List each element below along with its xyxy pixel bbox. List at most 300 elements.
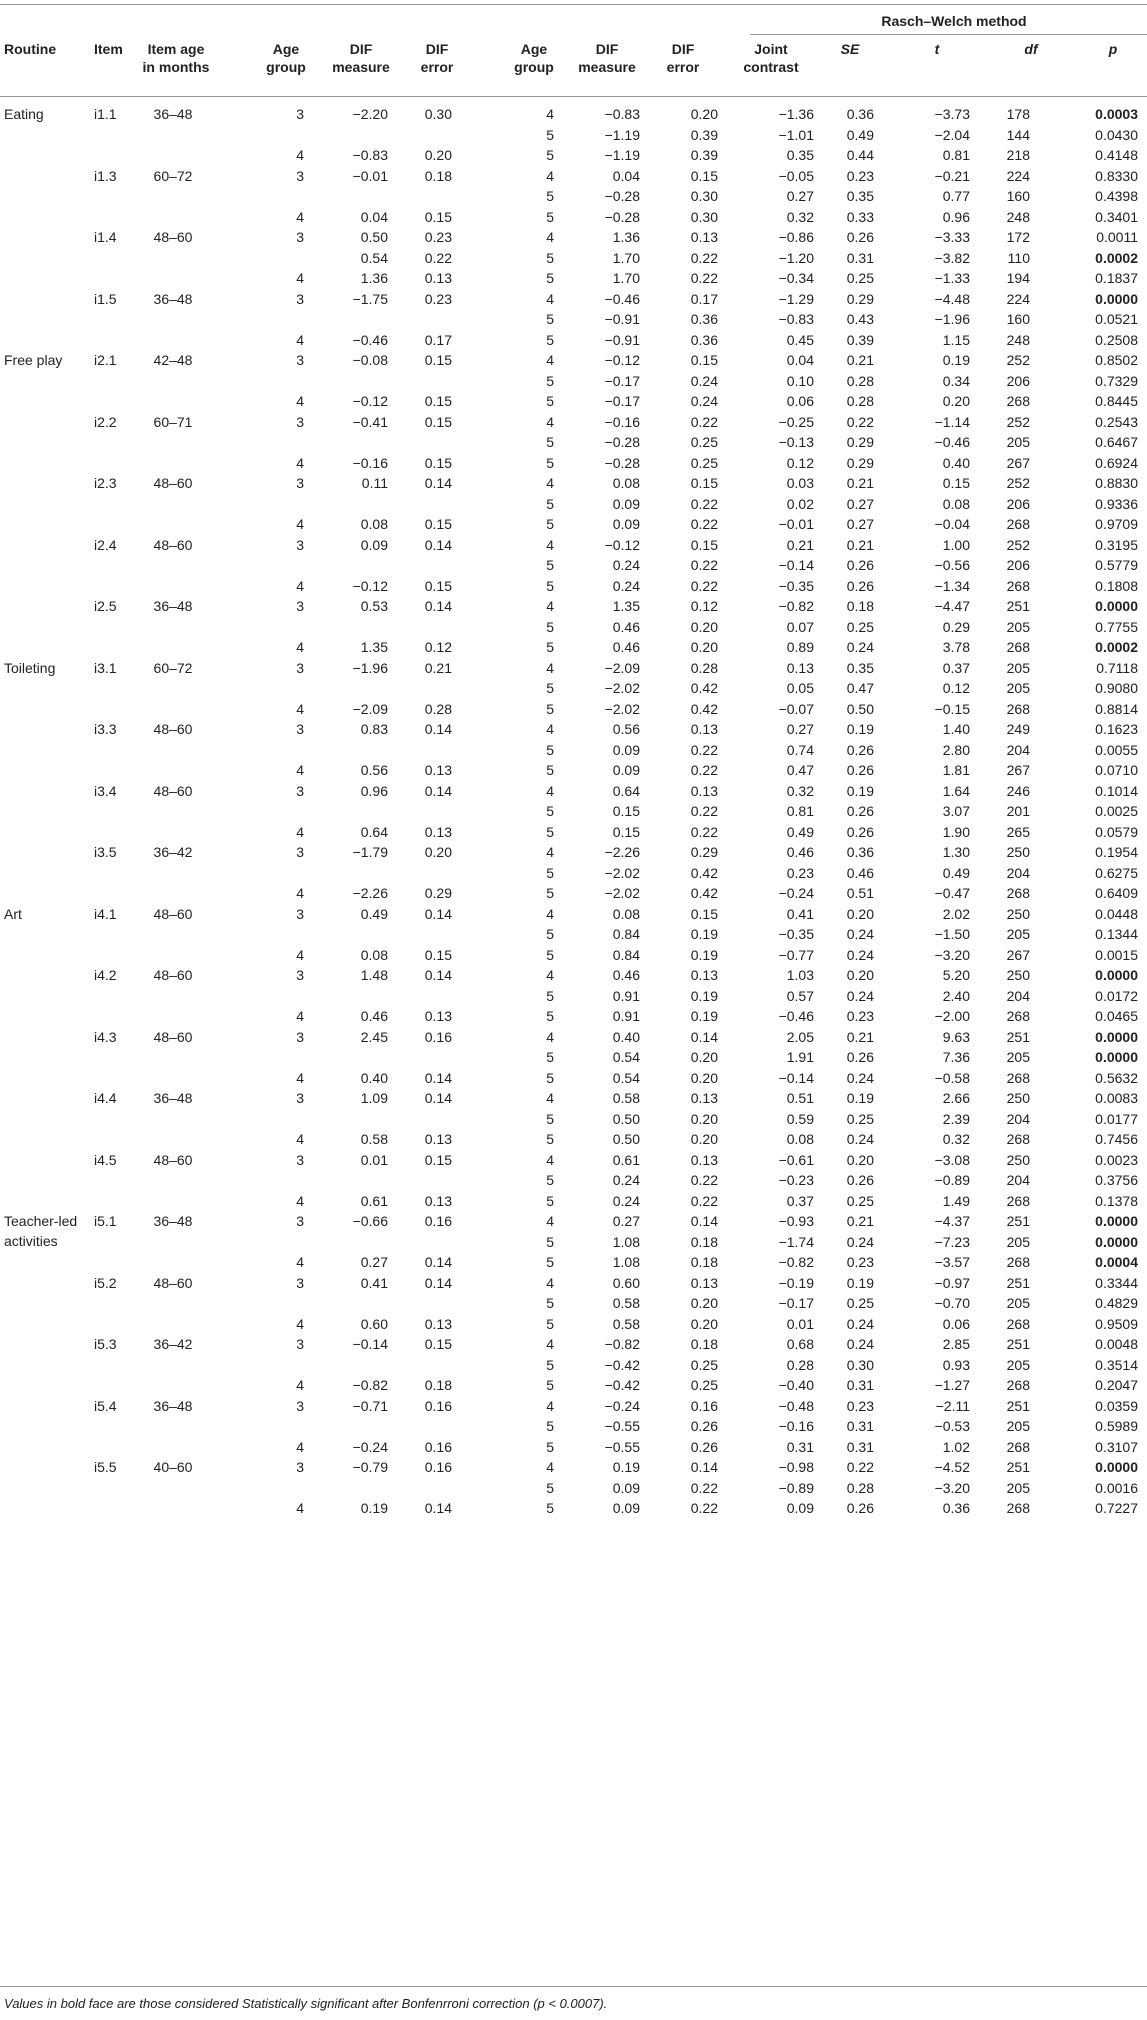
cell-age-group-2: 4 — [546, 782, 554, 799]
cell-se: 0.28 — [846, 372, 874, 389]
column-header-routine: Routine — [4, 41, 57, 57]
cell-se: 0.18 — [846, 598, 874, 614]
cell-dif-error-2: 0.22 — [690, 413, 718, 430]
cell-dif-error-2: 0.15 — [690, 905, 718, 922]
cell-item: i1.4 — [94, 229, 117, 245]
cell-dif-measure-2: 0.54 — [612, 1049, 640, 1065]
cell-dif-error-2: 0.22 — [690, 249, 718, 266]
cell-dif-measure-2: 0.09 — [612, 1479, 640, 1496]
cell-se: 0.23 — [846, 167, 874, 184]
cell-df: 224 — [1006, 167, 1030, 184]
cell-df: 205 — [1006, 1049, 1030, 1065]
cell-t: −0.47 — [934, 885, 970, 901]
cell-dif-measure-2: 0.08 — [612, 905, 640, 922]
cell-df: 268 — [1006, 1008, 1030, 1024]
cell-se: 0.20 — [846, 967, 874, 983]
cell-age-group-2: 5 — [546, 864, 554, 881]
cell-dif-measure-2: −0.28 — [604, 188, 640, 204]
cell-p: 0.0016 — [1095, 1479, 1138, 1496]
cell-se: 0.31 — [846, 1377, 874, 1393]
cell-age-group-2: 5 — [546, 372, 554, 389]
cell-t: 0.81 — [942, 147, 970, 163]
cell-age-group-2: 5 — [546, 1192, 554, 1209]
cell-age-group-1: 3 — [296, 721, 304, 737]
cell-df: 246 — [1006, 782, 1030, 799]
cell-t: −7.23 — [934, 1233, 970, 1250]
cell-joint-contrast: 0.45 — [786, 331, 814, 348]
cell-joint-contrast: −1.36 — [778, 106, 814, 122]
cell-age-group-1: 4 — [296, 1069, 304, 1086]
cell-item-age: 48–60 — [153, 536, 193, 553]
cell-dif-error-1: 0.16 — [424, 1438, 452, 1455]
cell-dif-measure-2: 0.58 — [612, 1315, 640, 1332]
cell-dif-error-2: 0.20 — [690, 618, 718, 635]
cell-dif-error-1: 0.15 — [424, 577, 452, 594]
cell-dif-measure-1: 0.61 — [360, 1192, 388, 1209]
cell-dif-measure-2: 1.35 — [612, 598, 640, 614]
cell-se: 0.24 — [846, 1315, 874, 1332]
column-header-dif-error-1: DIF error — [420, 41, 454, 75]
cell-t: −0.21 — [934, 167, 970, 184]
cell-se: 0.19 — [846, 1090, 874, 1106]
cell-dif-measure-1: −0.16 — [352, 454, 388, 471]
cell-df: 251 — [1006, 1336, 1030, 1352]
cell-joint-contrast: 0.46 — [786, 844, 814, 860]
cell-df: 268 — [1006, 1069, 1030, 1086]
cell-joint-contrast: −0.98 — [778, 1459, 814, 1475]
cell-dif-error-2: 0.30 — [690, 208, 718, 225]
cell-dif-error-1: 0.16 — [424, 1213, 452, 1229]
cell-age-group-2: 4 — [546, 1151, 554, 1168]
cell-item: i3.5 — [94, 844, 117, 860]
cell-item-age: 36–48 — [153, 1213, 193, 1229]
cell-df: 172 — [1006, 229, 1030, 245]
cell-t: 1.00 — [942, 536, 970, 553]
cell-dif-measure-1: 0.09 — [360, 536, 388, 553]
cell-dif-error-2: 0.14 — [690, 1213, 718, 1229]
cell-df: 268 — [1006, 1254, 1030, 1270]
cell-df: 205 — [1006, 1418, 1030, 1434]
cell-joint-contrast: −0.05 — [778, 167, 814, 184]
cell-dif-measure-2: 0.61 — [612, 1151, 640, 1168]
cell-dif-measure-1: 0.58 — [360, 1131, 388, 1147]
cell-df: 204 — [1006, 987, 1030, 1004]
cell-dif-error-1: 0.13 — [424, 762, 452, 778]
cell-dif-error-2: 0.22 — [690, 1172, 718, 1188]
cell-dif-measure-1: −0.46 — [352, 331, 388, 348]
cell-p: 0.0048 — [1095, 1336, 1138, 1352]
column-header-dif-error-2: DIF error — [666, 41, 700, 75]
cell-age-group-2: 5 — [546, 1110, 554, 1127]
cell-dif-measure-1: −0.41 — [352, 413, 388, 430]
cell-se: 0.26 — [846, 229, 874, 245]
cell-p: 0.9080 — [1095, 680, 1138, 696]
cell-joint-contrast: −0.48 — [778, 1397, 814, 1414]
cell-age-group-2: 4 — [546, 1397, 554, 1414]
cell-t: −0.89 — [934, 1172, 970, 1188]
cell-dif-error-2: 0.26 — [690, 1438, 718, 1455]
cell-age-group-2: 5 — [546, 434, 554, 450]
cell-p: 0.0000 — [1095, 1049, 1138, 1065]
cell-joint-contrast: 0.68 — [786, 1336, 814, 1352]
cell-se: 0.44 — [846, 147, 874, 163]
cell-t: 0.06 — [942, 1315, 970, 1332]
cell-se: 0.24 — [846, 987, 874, 1004]
cell-joint-contrast: 0.89 — [786, 639, 814, 655]
cell-dif-measure-1: −1.75 — [352, 290, 388, 307]
cell-item-age: 36–42 — [153, 844, 193, 860]
cell-df: 205 — [1006, 680, 1030, 696]
cell-dif-measure-1: 0.54 — [360, 249, 388, 266]
cell-t: −3.57 — [934, 1254, 970, 1270]
cell-se: 0.25 — [846, 1192, 874, 1209]
cell-dif-measure-2: −0.16 — [604, 413, 640, 430]
cell-dif-error-1: 0.29 — [424, 885, 452, 901]
cell-dif-error-2: 0.22 — [690, 577, 718, 594]
cell-age-group-2: 5 — [546, 803, 554, 819]
cell-joint-contrast: 0.08 — [786, 1131, 814, 1147]
cell-p: 0.2047 — [1095, 1377, 1138, 1393]
cell-se: 0.31 — [846, 1418, 874, 1434]
cell-age-group-1: 4 — [296, 393, 304, 409]
cell-age-group-1: 4 — [296, 700, 304, 717]
cell-t: 0.49 — [942, 864, 970, 881]
cell-joint-contrast: −0.77 — [778, 946, 814, 963]
cell-se: 0.21 — [846, 1028, 874, 1045]
cell-p: 0.0011 — [1096, 229, 1138, 245]
cell-dif-error-2: 0.16 — [690, 1397, 718, 1414]
cell-se: 0.26 — [846, 1049, 874, 1065]
cell-dif-error-2: 0.20 — [690, 1315, 718, 1332]
cell-joint-contrast: 0.37 — [786, 1192, 814, 1209]
cell-age-group-1: 4 — [296, 1192, 304, 1209]
cell-dif-error-2: 0.24 — [690, 372, 718, 389]
cell-dif-measure-1: 1.09 — [360, 1090, 388, 1106]
cell-age-group-2: 5 — [546, 680, 554, 696]
cell-age-group-2: 5 — [546, 987, 554, 1004]
cell-age-group-2: 5 — [546, 1069, 554, 1086]
cell-joint-contrast: −0.14 — [778, 557, 814, 573]
cell-age-group-2: 4 — [546, 475, 554, 491]
cell-dif-measure-1: 1.35 — [360, 639, 388, 655]
cell-dif-measure-1: 0.19 — [360, 1500, 388, 1516]
cell-t: 0.19 — [942, 352, 970, 368]
cell-dif-error-2: 0.25 — [690, 434, 718, 450]
cell-p: 0.0521 — [1095, 311, 1138, 327]
cell-t: 9.63 — [942, 1028, 970, 1045]
cell-t: 2.40 — [942, 987, 970, 1004]
cell-joint-contrast: 0.05 — [786, 680, 814, 696]
cell-p: 0.0000 — [1095, 967, 1138, 983]
cell-df: 252 — [1006, 352, 1030, 368]
cell-dif-error-2: 0.22 — [690, 1479, 718, 1496]
cell-df: 205 — [1006, 926, 1030, 942]
cell-p: 0.0000 — [1095, 290, 1138, 307]
cell-se: 0.20 — [846, 1151, 874, 1168]
cell-df: 251 — [1006, 598, 1030, 614]
cell-joint-contrast: −1.01 — [778, 126, 814, 143]
cell-dif-measure-2: 0.91 — [612, 1008, 640, 1024]
cell-dif-measure-2: −0.12 — [604, 536, 640, 553]
cell-se: 0.26 — [846, 823, 874, 840]
cell-p: 0.0023 — [1095, 1151, 1138, 1168]
cell-df: 248 — [1006, 208, 1030, 225]
cell-dif-error-1: 0.13 — [424, 1315, 452, 1332]
cell-t: 0.37 — [942, 659, 970, 676]
cell-p: 0.0003 — [1095, 106, 1138, 122]
cell-joint-contrast: 0.47 — [786, 762, 814, 778]
cell-t: 2.85 — [942, 1336, 970, 1352]
cell-joint-contrast: −0.17 — [778, 1295, 814, 1311]
cell-dif-measure-1: −2.20 — [352, 106, 388, 122]
cell-p: 0.0448 — [1095, 905, 1138, 922]
column-header-se: SE — [840, 41, 860, 57]
cell-df: 110 — [1007, 249, 1030, 266]
cell-age-group-2: 5 — [546, 946, 554, 963]
cell-df: 267 — [1006, 762, 1030, 778]
cell-dif-error-2: 0.14 — [690, 1028, 718, 1045]
cell-dif-error-2: 0.18 — [690, 1254, 718, 1270]
cell-age-group-1: 4 — [296, 1254, 304, 1270]
cell-se: 0.27 — [846, 495, 874, 512]
cell-dif-error-1: 0.21 — [424, 659, 452, 676]
cell-joint-contrast: −0.07 — [778, 700, 814, 717]
cell-dif-measure-2: −0.28 — [604, 434, 640, 450]
cell-se: 0.22 — [846, 413, 874, 430]
cell-dif-error-1: 0.18 — [424, 167, 452, 184]
cell-dif-measure-2: −0.28 — [604, 208, 640, 225]
cell-age-group-2: 4 — [546, 967, 554, 983]
cell-age-group-2: 4 — [546, 413, 554, 430]
cell-dif-measure-1: 1.48 — [360, 967, 388, 983]
cell-joint-contrast: −0.89 — [778, 1479, 814, 1496]
cell-p: 0.7118 — [1096, 659, 1138, 676]
cell-dif-measure-1: −0.08 — [352, 352, 388, 368]
cell-joint-contrast: −0.35 — [778, 577, 814, 594]
cell-item-age: 36–48 — [153, 106, 193, 122]
cell-item: i4.2 — [94, 967, 117, 983]
cell-dif-measure-2: −2.26 — [604, 844, 640, 860]
cell-dif-error-2: 0.19 — [690, 946, 718, 963]
cell-p: 0.0465 — [1095, 1008, 1138, 1024]
cell-dif-measure-1: 0.41 — [360, 1274, 388, 1291]
cell-df: 268 — [1006, 639, 1030, 655]
cell-df: 224 — [1006, 290, 1030, 307]
cell-dif-measure-1: 0.49 — [360, 905, 388, 922]
cell-t: 2.80 — [942, 741, 970, 758]
cell-age-group-2: 5 — [546, 639, 554, 655]
cell-dif-measure-2: −0.91 — [604, 311, 640, 327]
cell-dif-error-2: 0.13 — [690, 1151, 718, 1168]
cell-joint-contrast: 0.41 — [786, 905, 814, 922]
cell-se: 0.26 — [846, 803, 874, 819]
cell-dif-error-2: 0.22 — [690, 803, 718, 819]
cell-df: 251 — [1006, 1397, 1030, 1414]
column-header-dif-measure-1: DIF measure — [332, 41, 390, 75]
cell-item-age: 36–48 — [153, 290, 193, 307]
cell-item: i5.2 — [94, 1274, 117, 1291]
cell-joint-contrast: 0.49 — [786, 823, 814, 840]
cell-t: −1.33 — [934, 270, 970, 286]
cell-age-group-2: 5 — [546, 1008, 554, 1024]
cell-item-age: 36–42 — [153, 1336, 193, 1352]
cell-t: −3.20 — [934, 1479, 970, 1496]
cell-joint-contrast: 0.09 — [786, 1500, 814, 1516]
cell-dif-measure-2: 0.24 — [612, 557, 640, 573]
cell-dif-error-2: 0.20 — [690, 106, 718, 122]
cell-item: i4.5 — [94, 1151, 117, 1168]
cell-dif-error-2: 0.19 — [690, 987, 718, 1004]
cell-age-group-1: 4 — [296, 1315, 304, 1332]
cell-dif-measure-1: 0.60 — [360, 1315, 388, 1332]
cell-age-group-1: 3 — [296, 1151, 304, 1168]
cell-dif-measure-1: −0.66 — [352, 1213, 388, 1229]
cell-se: 0.27 — [846, 516, 874, 532]
cell-dif-error-2: 0.42 — [690, 885, 718, 901]
cell-df: 252 — [1006, 475, 1030, 491]
cell-dif-error-1: 0.16 — [424, 1028, 452, 1045]
cell-se: 0.28 — [846, 393, 874, 409]
table-top-rule — [0, 4, 1147, 5]
cell-dif-error-2: 0.28 — [690, 659, 718, 676]
cell-joint-contrast: 0.27 — [786, 721, 814, 737]
cell-dif-error-2: 0.29 — [690, 844, 718, 860]
cell-dif-measure-2: 1.70 — [612, 270, 640, 286]
cell-dif-error-2: 0.39 — [690, 147, 718, 163]
cell-se: 0.46 — [846, 864, 874, 881]
cell-df: 248 — [1006, 331, 1030, 348]
cell-df: 204 — [1006, 864, 1030, 881]
cell-dif-error-1: 0.15 — [424, 454, 452, 471]
cell-joint-contrast: 0.32 — [786, 782, 814, 799]
column-header-joint-contrast: Joint contrast — [743, 41, 799, 75]
cell-p: 0.4829 — [1095, 1295, 1138, 1311]
cell-dif-error-2: 0.14 — [690, 1459, 718, 1475]
cell-df: 250 — [1006, 905, 1030, 922]
cell-dif-measure-1: −0.82 — [352, 1377, 388, 1393]
cell-dif-measure-2: 0.46 — [612, 639, 640, 655]
cell-p: 0.6924 — [1095, 454, 1138, 471]
cell-p: 0.0004 — [1095, 1254, 1138, 1270]
cell-age-group-2: 5 — [546, 1479, 554, 1496]
cell-df: 268 — [1006, 516, 1030, 532]
cell-dif-error-2: 0.19 — [690, 926, 718, 942]
cell-df: 268 — [1006, 393, 1030, 409]
cell-se: 0.25 — [846, 1110, 874, 1127]
cell-dif-error-1: 0.23 — [424, 290, 452, 307]
cell-joint-contrast: −0.61 — [778, 1151, 814, 1168]
cell-joint-contrast: 0.04 — [786, 352, 814, 368]
cell-dif-measure-1: −1.96 — [352, 659, 388, 676]
cell-dif-measure-2: 0.15 — [612, 823, 640, 840]
cell-item: i2.1 — [94, 352, 117, 368]
cell-age-group-1: 3 — [296, 905, 304, 922]
cell-dif-error-1: 0.13 — [424, 1008, 452, 1024]
cell-age-group-1: 3 — [296, 352, 304, 368]
cell-t: −2.04 — [934, 126, 970, 143]
cell-age-group-2: 4 — [546, 721, 554, 737]
cell-age-group-1: 3 — [296, 413, 304, 430]
cell-dif-error-2: 0.22 — [690, 516, 718, 532]
cell-t: −0.15 — [934, 700, 970, 717]
column-header-dif-measure-2: DIF measure — [578, 41, 636, 75]
cell-item-age: 48–60 — [153, 967, 193, 983]
cell-dif-measure-2: 0.09 — [612, 495, 640, 512]
cell-p: 0.0172 — [1095, 987, 1138, 1004]
cell-age-group-2: 5 — [546, 1438, 554, 1455]
cell-se: 0.39 — [846, 331, 874, 348]
cell-df: 268 — [1006, 700, 1030, 717]
cell-dif-measure-2: 0.09 — [612, 741, 640, 758]
cell-dif-measure-2: 0.50 — [612, 1110, 640, 1127]
cell-dif-measure-2: −0.17 — [604, 393, 640, 409]
cell-age-group-1: 4 — [296, 1438, 304, 1455]
cell-joint-contrast: −0.82 — [778, 1254, 814, 1270]
cell-joint-contrast: 0.81 — [786, 803, 814, 819]
cell-p: 0.3195 — [1095, 536, 1138, 553]
cell-item-age: 48–60 — [153, 905, 193, 922]
cell-item-age: 48–60 — [153, 782, 193, 799]
cell-p: 0.7329 — [1095, 372, 1138, 389]
cell-age-group-1: 3 — [296, 1459, 304, 1475]
cell-t: −1.96 — [934, 311, 970, 327]
cell-age-group-2: 5 — [546, 700, 554, 717]
cell-se: 0.24 — [846, 1336, 874, 1352]
cell-df: 144 — [1006, 126, 1030, 143]
cell-dif-error-1: 0.14 — [424, 782, 452, 799]
cell-p: 0.3514 — [1095, 1356, 1138, 1373]
cell-df: 268 — [1006, 1192, 1030, 1209]
cell-se: 0.31 — [846, 249, 874, 266]
cell-item-age: 48–60 — [153, 1274, 193, 1291]
cell-dif-measure-1: 1.36 — [360, 270, 388, 286]
cell-p: 0.0002 — [1095, 639, 1138, 655]
cell-dif-measure-2: −0.55 — [604, 1418, 640, 1434]
cell-t: 1.15 — [942, 331, 970, 348]
cell-se: 0.19 — [846, 782, 874, 799]
cell-t: −4.37 — [934, 1213, 970, 1229]
cell-p: 0.0000 — [1095, 598, 1138, 614]
cell-dif-error-2: 0.13 — [690, 1274, 718, 1291]
cell-df: 178 — [1006, 106, 1030, 122]
cell-t: 2.39 — [942, 1110, 970, 1127]
cell-age-group-1: 4 — [296, 946, 304, 963]
cell-joint-contrast: 0.21 — [786, 536, 814, 553]
cell-item: i4.3 — [94, 1028, 117, 1045]
cell-se: 0.28 — [846, 1479, 874, 1496]
cell-dif-error-1: 0.28 — [424, 700, 452, 717]
cell-dif-measure-1: 0.04 — [360, 208, 388, 225]
cell-dif-measure-1: 0.53 — [360, 598, 388, 614]
cell-dif-error-2: 0.13 — [690, 1090, 718, 1106]
cell-age-group-1: 4 — [296, 270, 304, 286]
cell-p: 0.8445 — [1095, 393, 1138, 409]
cell-se: 0.26 — [846, 1500, 874, 1516]
cell-age-group-1: 4 — [296, 331, 304, 348]
cell-age-group-2: 5 — [546, 270, 554, 286]
cell-dif-error-2: 0.13 — [690, 782, 718, 799]
cell-se: 0.25 — [846, 1295, 874, 1311]
cell-dif-error-1: 0.16 — [424, 1397, 452, 1414]
cell-dif-error-2: 0.20 — [690, 1069, 718, 1086]
cell-p: 0.0710 — [1095, 762, 1138, 778]
cell-p: 0.0000 — [1095, 1213, 1138, 1229]
cell-dif-measure-2: 0.09 — [612, 1500, 640, 1516]
cell-dif-measure-2: 0.91 — [612, 987, 640, 1004]
cell-df: 204 — [1006, 741, 1030, 758]
cell-age-group-2: 5 — [546, 1418, 554, 1434]
cell-age-group-2: 5 — [546, 249, 554, 266]
